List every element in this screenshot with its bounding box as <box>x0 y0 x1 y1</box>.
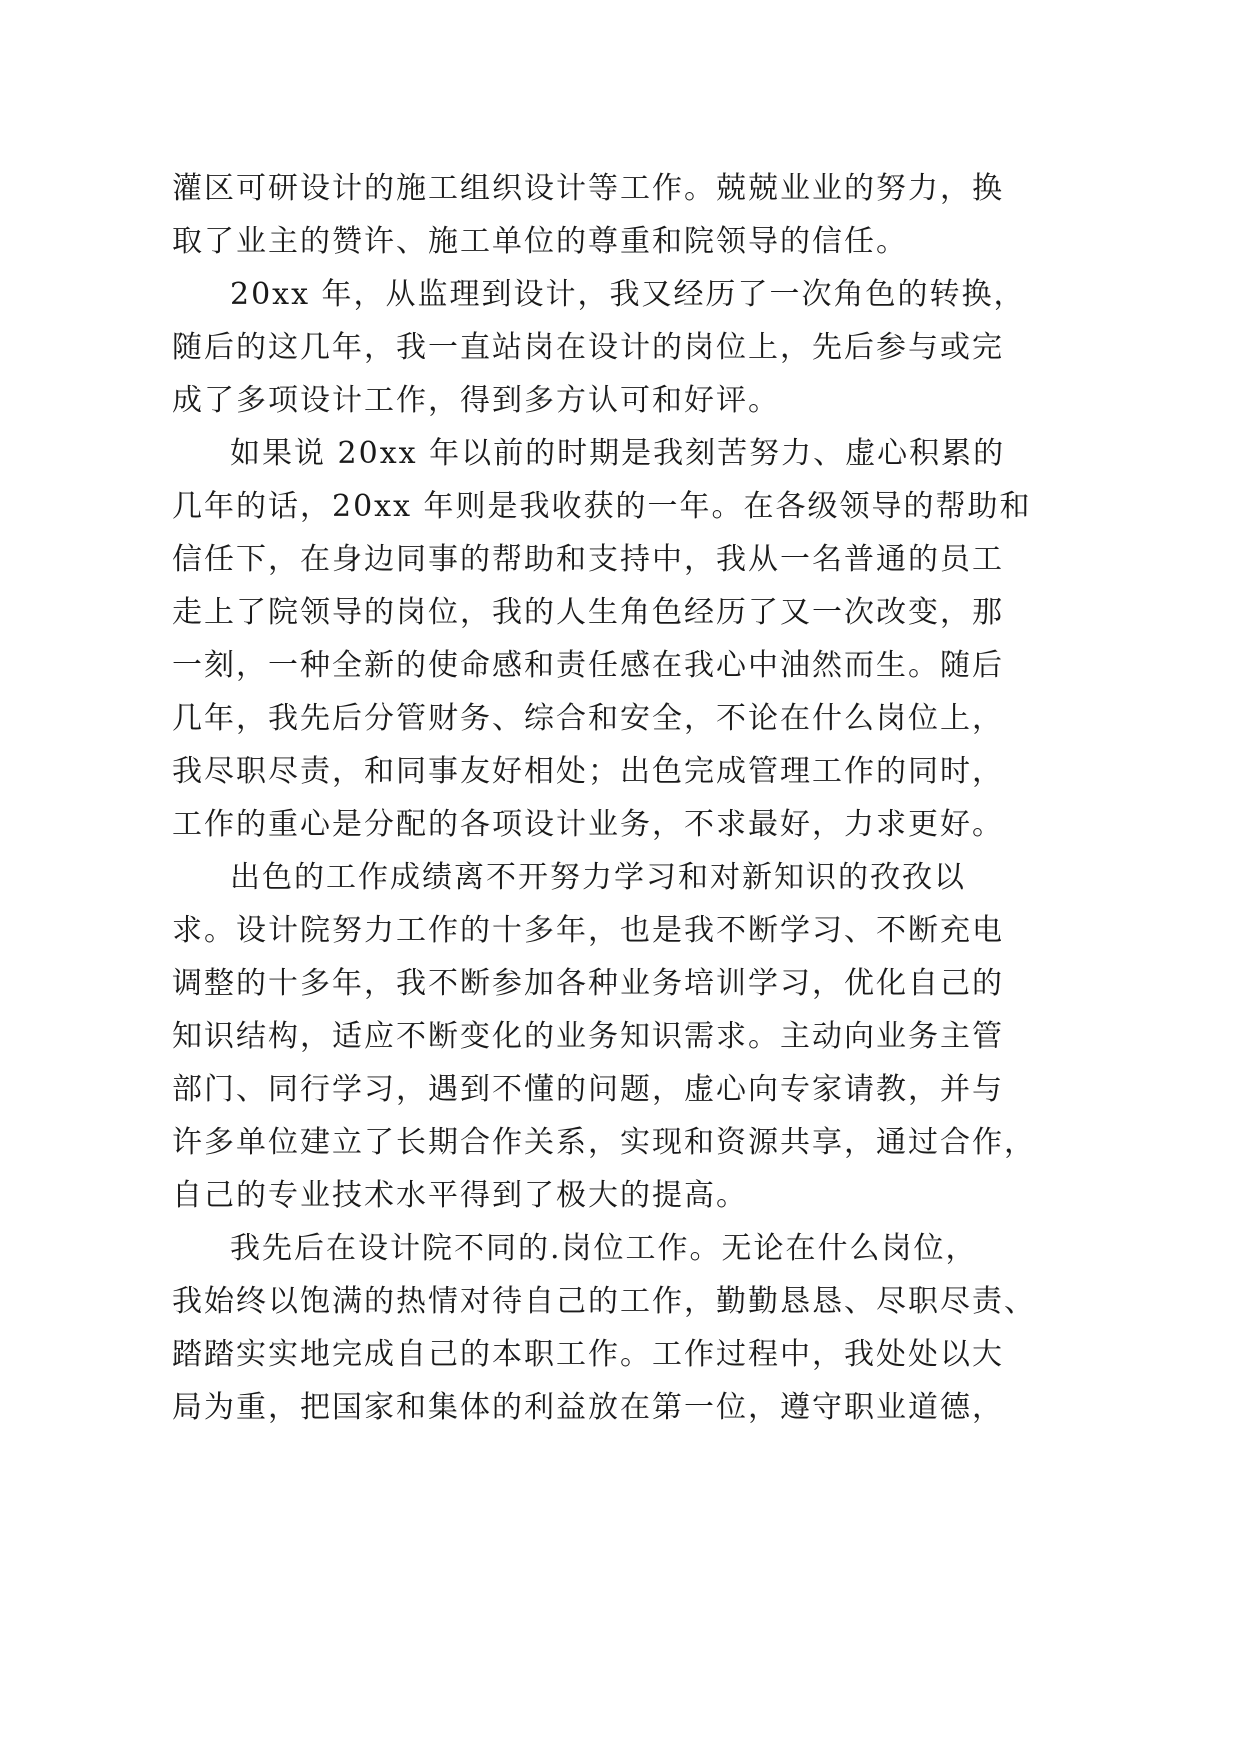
text-line: 踏踏实实地完成自己的本职工作。工作过程中，我处处以大 <box>172 1337 1004 1372</box>
text-line: 出色的工作成绩离不开努力学习和对新知识的孜孜以 <box>230 860 966 895</box>
text-line: 我尽职尽责，和同事友好相处；出色完成管理工作的同时， <box>172 754 1004 789</box>
text-line: 20xx 年，从监理到设计，我又经历了一次角色的转换， <box>230 277 1026 312</box>
text-line: 成了多项设计工作，得到多方认可和好评。 <box>172 383 780 418</box>
text-line: 灌区可研设计的施工组织设计等工作。兢兢业业的努力，换 <box>172 171 1004 206</box>
text-line: 几年，我先后分管财务、综合和安全，不论在什么岗位上， <box>172 701 1004 736</box>
text-line: 局为重，把国家和集体的利益放在第一位，遵守职业道德， <box>172 1390 1004 1425</box>
text-line: 知识结构，适应不断变化的业务知识需求。主动向业务主管 <box>172 1019 1004 1054</box>
text-line: 调整的十多年，我不断参加各种业务培训学习，优化自己的 <box>172 966 1004 1001</box>
text-line: 工作的重心是分配的各项设计业务，不求最好，力求更好。 <box>172 807 1004 842</box>
text-line: 许多单位建立了长期合作关系，实现和资源共享，通过合作， <box>172 1125 1036 1160</box>
text-line: 取了业主的赞许、施工单位的尊重和院领导的信任。 <box>172 224 908 259</box>
text-line: 求。设计院努力工作的十多年，也是我不断学习、不断充电 <box>172 913 1004 948</box>
text-line: 几年的话，20xx 年则是我收获的一年。在各级领导的帮助和 <box>172 489 1032 524</box>
text-line: 我始终以饱满的热情对待自己的工作，勤勤恳恳、尽职尽责、 <box>172 1284 1036 1319</box>
text-line: 部门、同行学习，遇到不懂的问题，虚心向专家请教，并与 <box>172 1072 1004 1107</box>
text-line: 随后的这几年，我一直站岗在设计的岗位上，先后参与或完 <box>172 330 1004 365</box>
text-line: 我先后在设计院不同的.岗位工作。无论在什么岗位， <box>230 1231 978 1266</box>
text-line: 如果说 20xx 年以前的时期是我刻苦努力、虚心积累的 <box>230 436 1006 471</box>
text-line: 信任下，在身边同事的帮助和支持中，我从一名普通的员工 <box>172 542 1004 577</box>
text-line: 自己的专业技术水平得到了极大的提高。 <box>172 1178 748 1213</box>
text-line: 一刻，一种全新的使命感和责任感在我心中油然而生。随后 <box>172 648 1004 683</box>
text-line: 走上了院领导的岗位，我的人生角色经历了又一次改变，那 <box>172 595 1004 630</box>
